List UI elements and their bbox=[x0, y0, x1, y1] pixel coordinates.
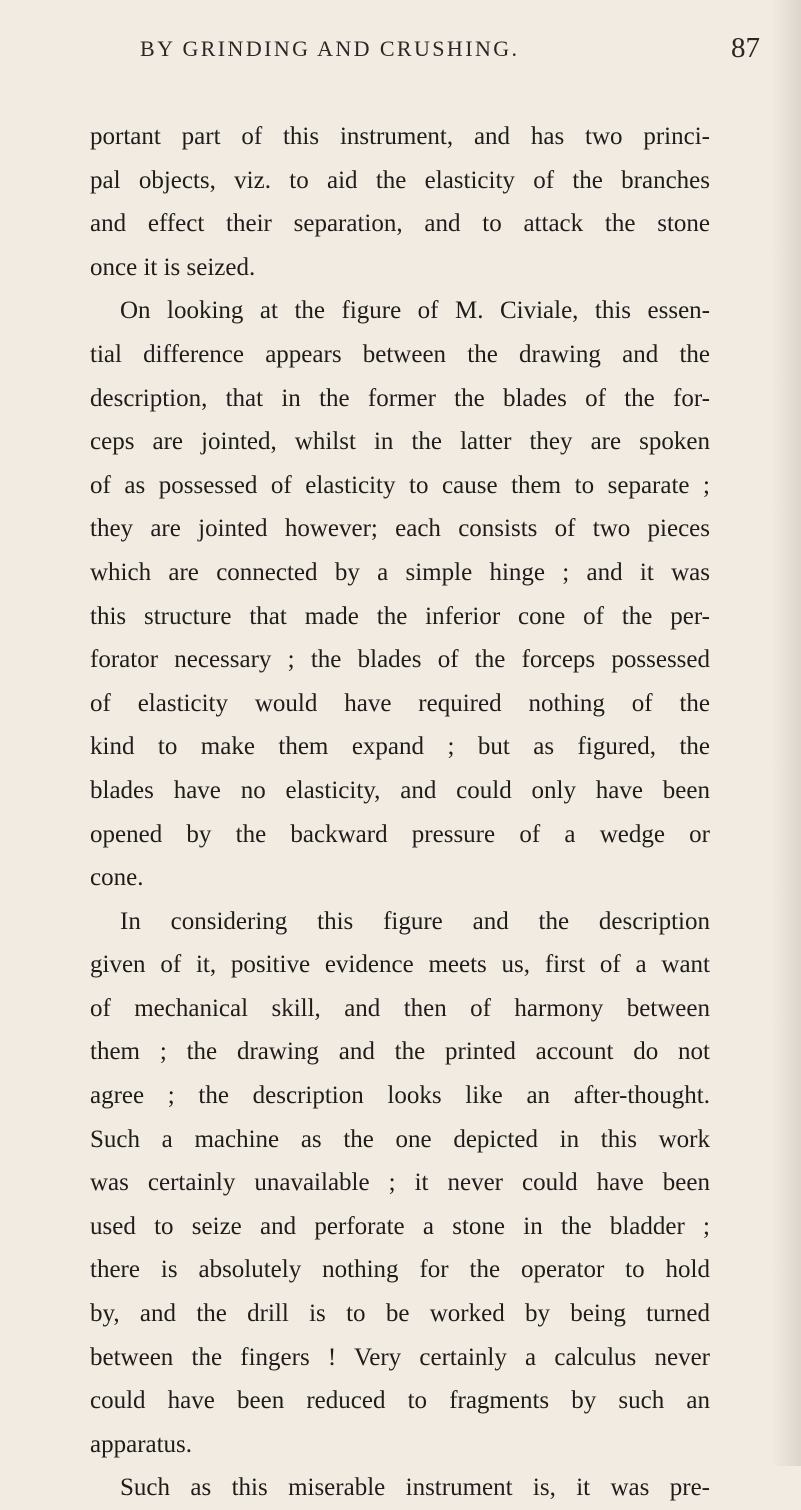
text-line: blades have no elasticity, and could only have been bbox=[90, 776, 710, 804]
text-line: ceps are jointed, whilst in the latter they are spoken bbox=[90, 428, 710, 456]
text-line: they are jointed however; each consists of two pieces bbox=[90, 515, 710, 543]
text-line: portant part of this instrument, and has two princi- bbox=[90, 123, 710, 150]
text-line: On looking at the figure of M. Civiale, this essen- bbox=[120, 297, 710, 325]
text-line: In considering this figure and the description bbox=[120, 907, 710, 935]
text-line: them ; the drawing and the printed account do not bbox=[90, 1038, 710, 1066]
text-line: and effect their separation, and to attack the stone bbox=[90, 210, 710, 238]
text-line: of elasticity would have required nothing of the bbox=[90, 689, 710, 717]
text-line: Such as this miserable instrument is, it was pre- bbox=[120, 1474, 710, 1502]
text-line: there is absolutely nothing for the operator to hold bbox=[90, 1256, 710, 1284]
text-line: cone. bbox=[90, 864, 144, 892]
text-line: tial difference appears between the drawing and the bbox=[90, 340, 710, 368]
page-edge-shadow bbox=[771, 0, 801, 1466]
text-line: Such a machine as the one depicted in this work bbox=[90, 1125, 710, 1153]
text-line: kind to make them expand ; but as figured, the bbox=[90, 733, 710, 761]
text-line: given of it, positive evidence meets us, first of a want bbox=[90, 951, 710, 979]
text-line: of as possessed of elasticity to cause them to separate ; bbox=[90, 471, 710, 499]
text-line: agree ; the description looks like an after-thought. bbox=[90, 1082, 710, 1110]
text-line: could have been reduced to fragments by such an bbox=[90, 1387, 710, 1415]
text-line: once it is seized. bbox=[90, 253, 256, 281]
text-line: pal objects, viz. to aid the elasticity of the branches bbox=[90, 166, 710, 194]
body-text bbox=[90, 115, 710, 1510]
running-header bbox=[140, 32, 760, 76]
text-line: was certainly unavailable ; it never could have been bbox=[90, 1169, 710, 1197]
running-title: BY GRINDING AND CRUSHING. bbox=[140, 36, 520, 61]
text-line: between the fingers ! Very certainly a calculus never bbox=[90, 1343, 710, 1371]
text-line: opened by the backward pressure of a wedge or bbox=[90, 820, 710, 848]
text-line: forator necessary ; the blades of the forceps possessed bbox=[90, 646, 710, 674]
text-line: which are connected by a simple hinge ; and it was bbox=[90, 558, 710, 586]
text-line: apparatus. bbox=[90, 1430, 193, 1458]
page-number: 87 bbox=[731, 32, 760, 64]
text-line: this structure that made the inferior cone of the per- bbox=[90, 602, 710, 630]
text-line: description, that in the former the blades of the for- bbox=[90, 384, 710, 412]
text-line: by, and the drill is to be worked by being turned bbox=[90, 1300, 710, 1328]
text-line: used to seize and perforate a stone in the bladder ; bbox=[90, 1212, 710, 1240]
text-line: of mechanical skill, and then of harmony between bbox=[90, 994, 710, 1022]
